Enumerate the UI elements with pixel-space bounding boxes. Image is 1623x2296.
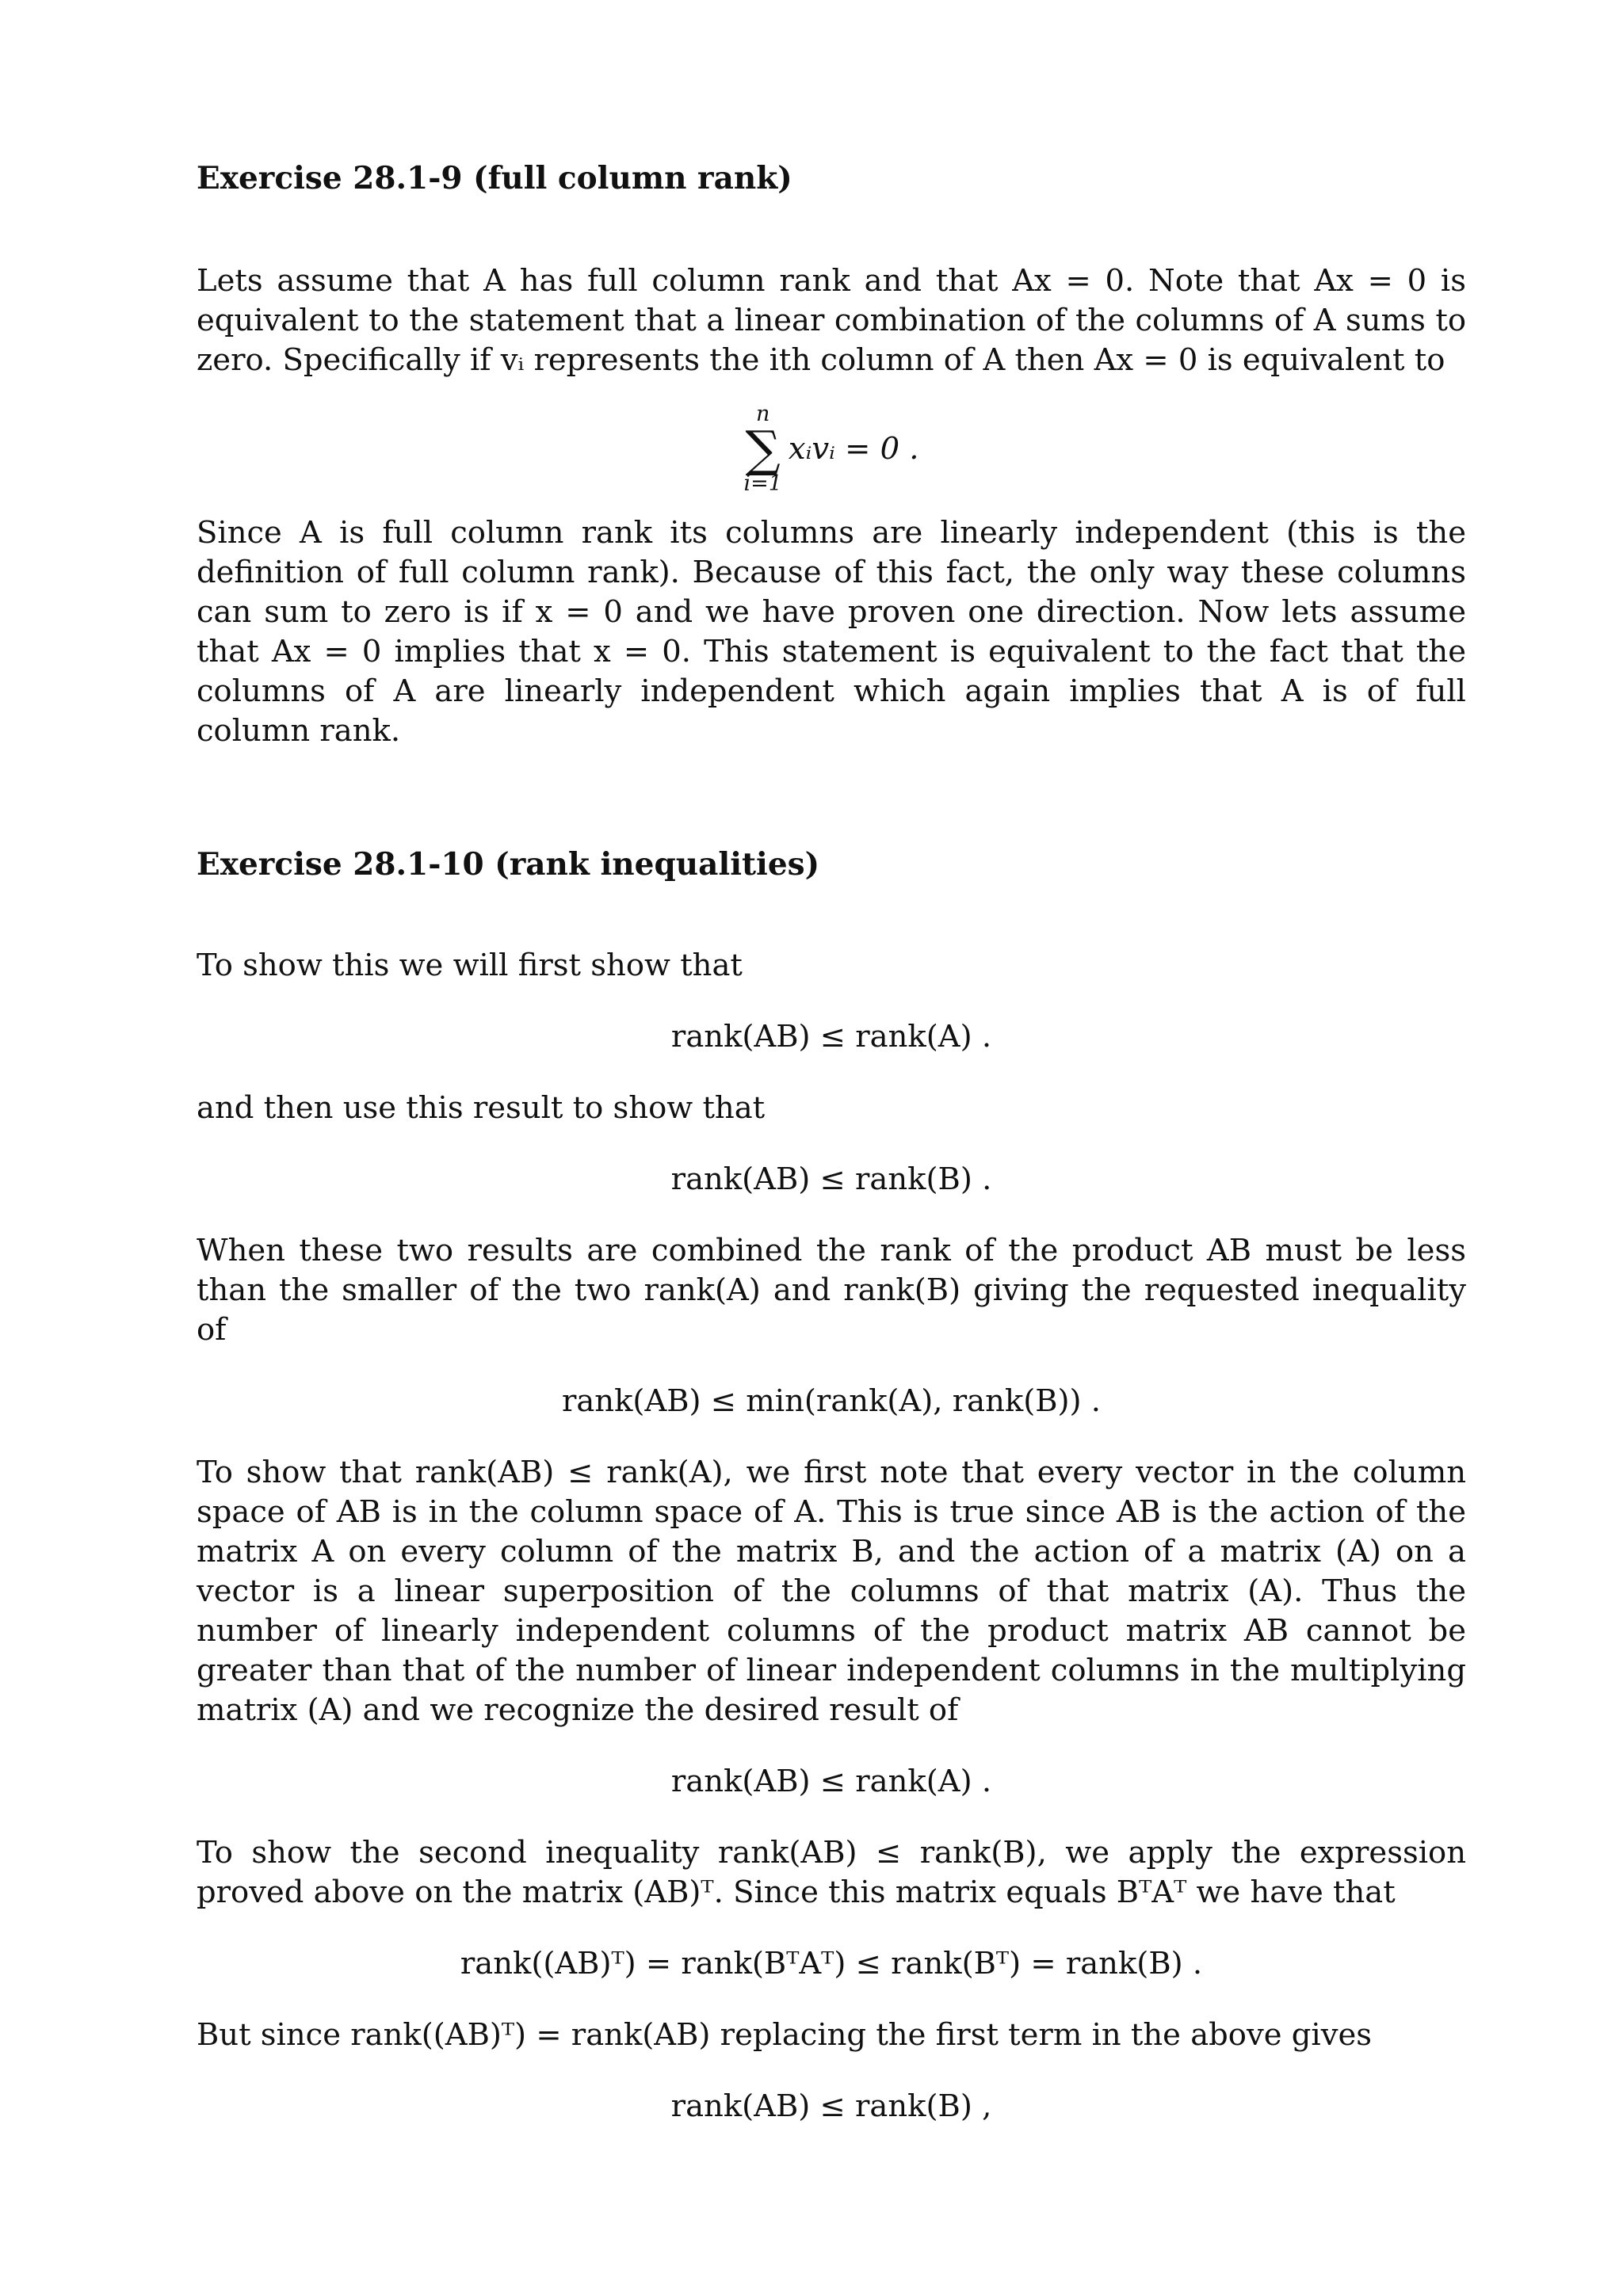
summation-operator [743, 402, 781, 496]
equation: rank(AB) ≤ rank(B) . [670, 1161, 992, 1197]
document-page [197, 151, 1466, 2126]
section-heading-28-1-10: Exercise 28.1-10 (rank inequalities) [197, 846, 820, 883]
section-heading-28-1-9: Exercise 28.1-9 (full column rank) [197, 160, 792, 196]
equation: rank(AB) ≤ min(rank(A), rank(B)) . [561, 1383, 1102, 1419]
paragraph: To show this we will first show that [197, 948, 743, 983]
paragraph: and then use this result to show that [197, 1090, 766, 1126]
summation-body: xᵢvᵢ = 0 . [788, 431, 919, 467]
sigma-symbol: ∑ [745, 420, 781, 478]
paragraph: Lets assume that A has full column rank and that Ax = 0. Note that Ax = 0 is equivalent to the statement that a linear combination of the columns of A sums to zero. Specifically if vᵢ represents the ith column of A then Ax = 0 is equivalent to [197, 263, 1466, 378]
paragraph: But since rank((AB)ᵀ) = rank(AB) replacing the first term in the above gives [197, 2017, 1373, 2053]
summation-equation [197, 398, 1466, 501]
summation-lower-limit: i=1 [743, 471, 782, 496]
summation-upper-limit: n [755, 402, 770, 426]
paragraph: To show that rank(AB) ≤ rank(A), we first note that every vector in the column space of AB is in the column space of A. This is true since AB is the action of the matrix A on every column of the matrix B, and the action of a matrix (A) on a vector is a linear superposition of the columns of that matrix (A). Thus the number of linearly independent columns of the product matrix AB cannot be greater than that of the number of linear independent columns in the multiplying matrix (A) and we recognize the desired result of [197, 1455, 1466, 1728]
equation: rank((AB)ᵀ) = rank(BᵀAᵀ) ≤ rank(Bᵀ) = rank(B) . [460, 1946, 1203, 1981]
paragraph: When these two results are combined the rank of the product AB must be less than the smaller of the two rank(A) and rank(B) giving the requested inequality of [197, 1233, 1466, 1348]
equation: rank(AB) ≤ rank(A) . [670, 1019, 992, 1055]
paragraph: To show the second inequality rank(AB) ≤ rank(B), we apply the expression proved above on the matrix (AB)ᵀ. Since this matrix equals BᵀAᵀ we have that [197, 1835, 1466, 1910]
paragraph: Since A is full column rank its columns are linearly independent (this is the definition of full column rank). Because of this fact, the only way these columns can sum to zero is if x = 0 and we have proven one direction. Now lets assume that Ax = 0 implies that x = 0. This statement is equivalent to the fact that the columns of A are linearly independent which again implies that A is of full column rank. [197, 515, 1466, 749]
equation: rank(AB) ≤ rank(B) , [670, 2088, 992, 2124]
equation: rank(AB) ≤ rank(A) . [670, 1764, 992, 1799]
